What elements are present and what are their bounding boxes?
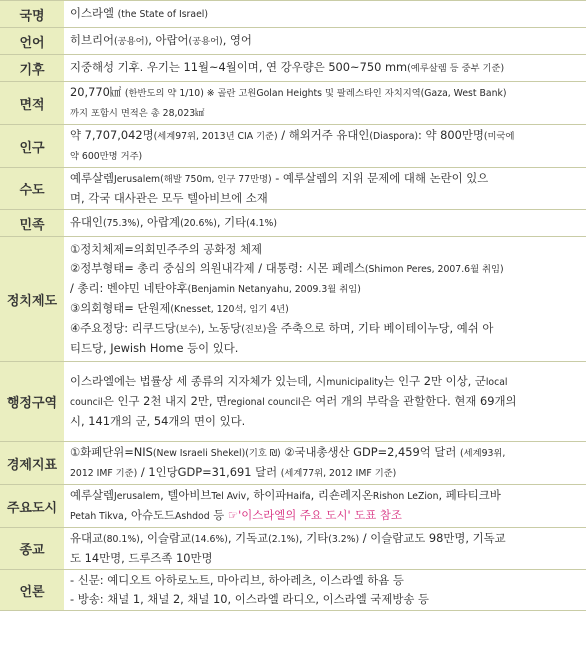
note-text: (2.1%) <box>268 534 300 545</box>
value-line <box>70 31 580 51</box>
note-text: local <box>485 377 508 388</box>
row-value-language <box>64 28 586 55</box>
value-text: / 이슬람교도 98만명, 기독교 <box>359 531 506 545</box>
row-value-climate <box>64 55 586 82</box>
row-religion <box>0 528 586 570</box>
row-media <box>0 570 586 611</box>
note-text: municipality <box>326 377 384 388</box>
value-text: , 아랍계 <box>139 215 181 229</box>
value-line <box>70 319 580 339</box>
row-capital <box>0 168 586 210</box>
value-text: 예루살렘 <box>70 488 115 502</box>
row-value-area <box>64 82 586 125</box>
row-value-media <box>64 570 586 611</box>
value-line <box>70 146 580 166</box>
value-line <box>70 213 580 233</box>
value-text: 약 7,707,042명 <box>70 128 154 142</box>
note-text: 약 600만명 거주) <box>70 151 143 162</box>
value-line <box>70 259 580 279</box>
value-text: 도 14만명, 드루즈족 10만명 <box>70 551 213 565</box>
value-text: 예루살렘 <box>70 171 115 185</box>
value-text: 지중해성 기후. 우기는 11월~4월이며, 연 강우량은 500~750 mm <box>70 60 408 74</box>
row-label-cities: 주요도시 <box>0 485 64 528</box>
value-text: 은 인구 2천 내지 2만, 면 <box>102 394 228 408</box>
value-line <box>70 240 580 259</box>
row-label-name: 국명 <box>0 1 64 28</box>
value-line <box>70 189 580 208</box>
note-text: Tel Aviv <box>211 491 247 502</box>
row-politics <box>0 237 586 362</box>
value-text: 이스라엘에는 법률상 세 종류의 지자체가 있는데, 시 <box>70 374 327 388</box>
row-economy <box>0 442 586 485</box>
value-line <box>70 529 580 549</box>
row-value-ethnicity <box>64 210 586 237</box>
note-text: (미국에 <box>483 131 515 142</box>
value-text: - 신문: 예디오트 아하로노트, 마아리브, 하아레츠, 이스라엘 하욤 등 <box>70 573 404 587</box>
value-text: , 기타 <box>216 215 247 229</box>
value-line <box>70 103 580 123</box>
note-text: Rishon LeZion <box>372 491 439 502</box>
note-text: (Benjamin Netanyahu, 2009.3월 취임) <box>187 284 361 295</box>
value-text: , 아랍어 <box>148 33 189 47</box>
row-label-capital: 수도 <box>0 168 64 210</box>
row-admin <box>0 362 586 442</box>
value-text: 이스라엘 <box>70 6 118 20</box>
value-line <box>70 299 580 319</box>
value-text: / 1인당GDP=31,691 달러 <box>137 465 281 479</box>
value-text: 20,770㎢ <box>70 85 125 99</box>
note-text: (진보) <box>241 324 267 335</box>
note-text: (Shimon Peres, 2007.6월 취임) <box>364 264 504 275</box>
row-label-climate: 기후 <box>0 55 64 82</box>
row-label-language: 언어 <box>0 28 64 55</box>
value-text: , 페타티크바 <box>438 488 501 502</box>
note-text: (New Israeli Shekel)(기호 ₪) <box>152 448 281 459</box>
note-text: (3.2%) <box>328 534 360 545</box>
value-text: 히브리어 <box>70 33 115 47</box>
value-line <box>70 392 580 412</box>
row-value-politics <box>64 237 586 362</box>
note-text: (세계97위, 2013년 CIA 기준) <box>153 131 278 142</box>
value-text: , 노동당 <box>200 321 242 335</box>
row-value-name <box>64 1 586 28</box>
value-text: 며, 각국 대사관은 모두 텔아비브에 소재 <box>70 191 268 205</box>
note-text: Jerusalem <box>114 491 161 502</box>
note-text: (공용어) <box>114 36 149 47</box>
value-line <box>70 279 580 299</box>
row-value-cities <box>64 485 586 528</box>
row-label-economy: 경제지표 <box>0 442 64 485</box>
note-text: (75.3%) <box>103 218 140 229</box>
note-text: (예루살렘 등 중부 기준) <box>407 63 505 74</box>
row-cities <box>0 485 586 528</box>
value-text: , 하이파 <box>246 488 287 502</box>
value-text: , 리숀레지온 <box>310 488 373 502</box>
row-value-admin <box>64 362 586 442</box>
row-value-population <box>64 125 586 168</box>
row-area <box>0 82 586 125</box>
value-line <box>70 443 580 463</box>
value-text: ②정부형태= 총리 중심의 의원내각제 / 대통령: 시몬 페레스 <box>70 261 365 275</box>
row-label-religion: 종교 <box>0 528 64 570</box>
value-text: , 텔아비브 <box>160 488 212 502</box>
pointing-hand-icon: ☞ <box>227 508 239 522</box>
row-label-population: 인구 <box>0 125 64 168</box>
value-text: ③의회형태= 단원제 <box>70 301 171 315</box>
row-ethnicity <box>0 210 586 237</box>
value-text: 는 인구 2만 이상, 군 <box>383 374 486 388</box>
value-line <box>70 169 580 189</box>
value-text: - 방송: 채널 1, 채널 2, 채널 10, 이스라엘 라디오, 이스라엘 국제방송 등 <box>70 592 429 606</box>
value-text: 티드당, Jewish Home 등이 있다. <box>70 341 239 355</box>
note-text: (세계93위, <box>460 448 506 459</box>
value-text: 유대교 <box>70 531 104 545</box>
row-name <box>0 1 586 28</box>
value-text: ①정치체제=의회민주주의 공화정 체제 <box>70 242 263 256</box>
note-text: (Knesset, 120석, 임기 4년) <box>170 304 289 315</box>
note-text: (보수) <box>175 324 201 335</box>
value-text: - 예루살렘의 지위 문제에 대해 논란이 있으 <box>271 171 489 185</box>
note-text: (공용어) <box>188 36 223 47</box>
row-value-capital <box>64 168 586 210</box>
value-text: ①화폐단위=NIS <box>70 445 153 459</box>
cities-reference-link[interactable]: '이스라엘의 주요 도시' 도표 참조 <box>238 508 402 522</box>
note-text: Petah Tikva <box>70 511 124 522</box>
value-line <box>70 4 580 24</box>
note-text: 까지 포함시 면적은 총 28,023㎢ <box>70 108 205 119</box>
row-value-economy <box>64 442 586 485</box>
row-label-media: 언론 <box>0 570 64 611</box>
value-line <box>70 590 580 609</box>
value-text: / 총리: 벤야민 네탄야후 <box>70 281 188 295</box>
note-text: (Diaspora) <box>369 131 419 142</box>
value-text: , 영어 <box>222 33 252 47</box>
row-climate <box>0 55 586 82</box>
value-text: 유대인 <box>70 215 104 229</box>
value-text: 시, 141개의 군, 54개의 면이 있다. <box>70 414 246 428</box>
note-text: (the State of Israel) <box>117 9 208 20</box>
row-label-politics: 정치제도 <box>0 237 64 362</box>
row-language <box>0 28 586 55</box>
value-line <box>70 339 580 358</box>
value-line <box>70 571 580 590</box>
row-value-religion <box>64 528 586 570</box>
note-text: Ashdod <box>175 511 210 522</box>
value-text: : 약 800만명 <box>418 128 484 142</box>
row-population <box>0 125 586 168</box>
value-line <box>70 412 580 431</box>
note-text: regional council <box>227 397 301 408</box>
row-label-admin: 행정구역 <box>0 362 64 442</box>
note-text: (4.1%) <box>246 218 277 229</box>
note-text: (14.6%) <box>191 534 228 545</box>
value-text: 은 여러 개의 부락을 관할한다. 현재 69개의 <box>300 394 517 408</box>
value-line <box>70 463 580 483</box>
value-line <box>70 372 580 392</box>
value-text: , 이슬람교 <box>139 531 192 545</box>
value-text: , 기타 <box>299 531 329 545</box>
note-text: Jerusalem(해발 750m, 인구 77만명) <box>114 174 272 185</box>
note-text: (세계77위, 2012 IMF 기준) <box>280 468 397 479</box>
value-line <box>70 549 580 568</box>
note-text: council <box>70 397 103 408</box>
row-label-ethnicity: 민족 <box>0 210 64 237</box>
note-text: Haifa <box>286 491 311 502</box>
row-label-area: 면적 <box>0 82 64 125</box>
value-line <box>70 486 580 506</box>
note-text: (한반도의 약 1/10) ※ 골란 고원Golan Heights 및 팔레스타인 자치지역(Gaza, West Bank) <box>124 88 507 99</box>
value-text: ②국내총생산 GDP=2,459억 달러 <box>280 445 460 459</box>
note-text: (20.6%) <box>180 218 217 229</box>
value-line <box>70 126 580 146</box>
value-text: , 기독교 <box>227 531 269 545</box>
note-text: (80.1%) <box>103 534 140 545</box>
value-text: 등 <box>209 508 228 522</box>
value-line <box>70 506 580 526</box>
note-text: 2012 IMF 기준) <box>70 468 138 479</box>
value-text: 을 주축으로 하며, 기타 베이테이누당, 예쉬 아 <box>266 321 494 335</box>
value-text: / 해외거주 유대인 <box>277 128 370 142</box>
value-line <box>70 83 580 103</box>
value-text: , 아슈도드 <box>123 508 176 522</box>
value-text: ④주요정당: 리쿠드당 <box>70 321 176 335</box>
value-line <box>70 58 580 78</box>
